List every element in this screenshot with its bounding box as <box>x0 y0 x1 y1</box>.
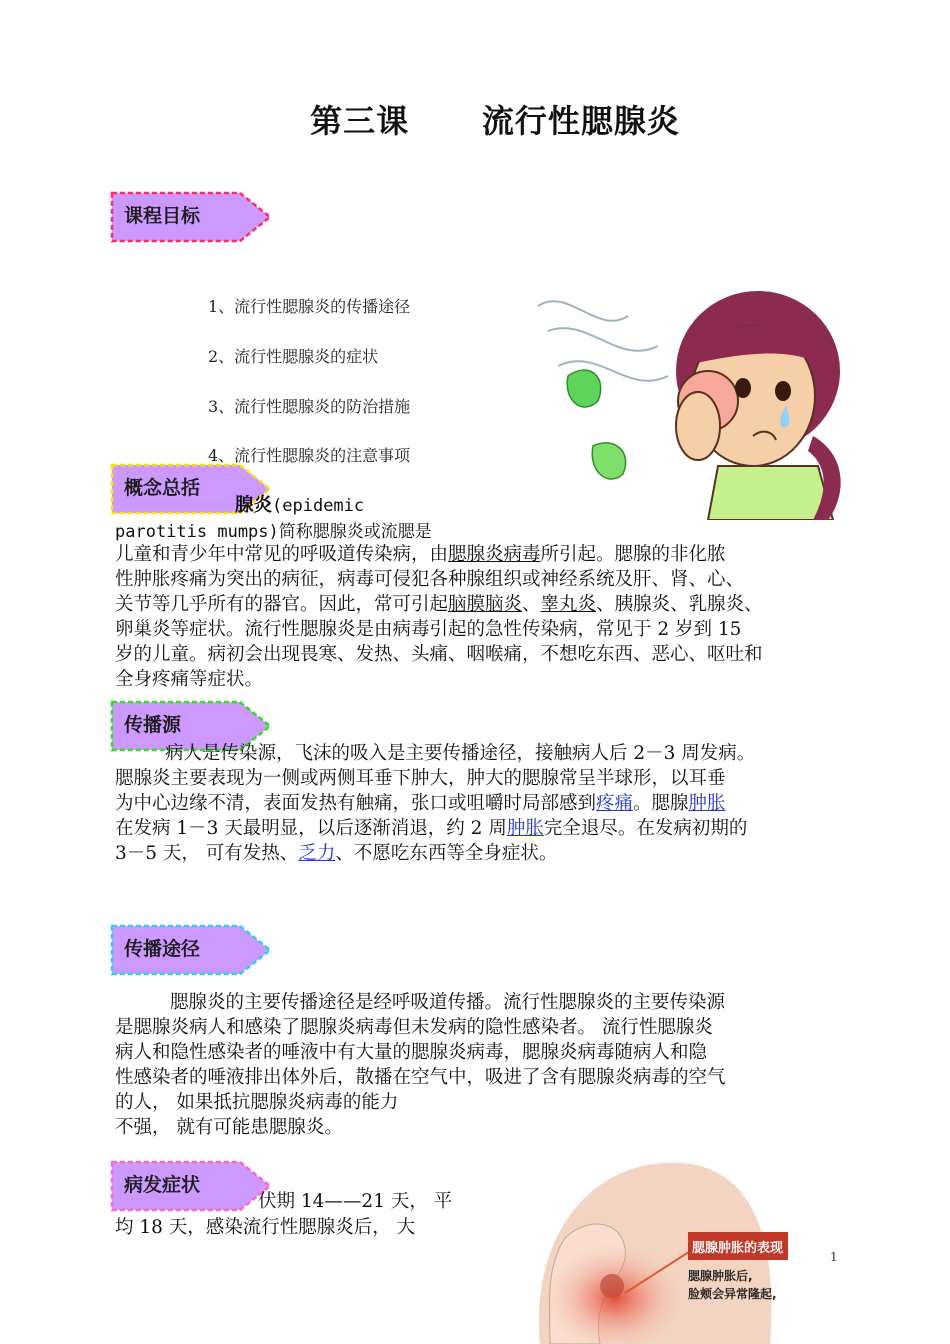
concept-line: 岁的儿童。病初会出现畏寒、发热、头痛、咽喉痛，不想吃东西、恶心、呕吐和 <box>115 644 763 665</box>
symptoms-line: 伏期 14——21 天， 平 <box>258 1191 453 1212</box>
goal-item: 3、流行性腮腺炎的防治措施 <box>208 397 411 416</box>
source-line: 3－5 天， 可有发热、乏力、不愿吃东西等全身症状。 <box>115 843 558 864</box>
route-paragraph <box>115 990 855 1140</box>
goal-item: 1、流行性腮腺炎的传播途径 <box>208 297 411 316</box>
concept-line: parotitis mumps)简称腮腺炎或流腮是 <box>115 522 432 542</box>
route-line: 的人， 如果抵抗腮腺炎病毒的能力 <box>115 1092 399 1113</box>
swelling-link[interactable]: 肿胀 <box>688 793 726 814</box>
concept-paragraph <box>115 542 855 692</box>
concept-line: 全身疼痛等症状。 <box>115 669 264 690</box>
concept-line: 儿童和青少年中常见的呼吸道传染病，由腮腺炎病毒所引起。腮腺的非化脓 <box>115 544 726 565</box>
tag-label: 课程目标 <box>124 205 201 227</box>
concept-line: 卵巢炎等症状。流行性腮腺炎是由病毒引起的急性传染病，常见于 2 岁到 15 <box>115 619 742 640</box>
illustration-label-line: 脸颊会异常隆起, <box>688 1287 777 1301</box>
goal-item: 2、流行性腮腺炎的症状 <box>208 347 379 366</box>
source-line: 为中心边缘不清，表面发热有触痛，张口或咀嚼时局部感到疼痛。腮腺肿胀 <box>115 793 726 814</box>
section-tag-symptoms <box>110 1160 272 1212</box>
page-number: 1 <box>830 1250 838 1264</box>
fatigue-link[interactable]: 乏力 <box>298 843 336 864</box>
section-tag-route <box>110 924 272 976</box>
tag-label: 概念总括 <box>124 477 201 499</box>
tag-label: 病发症状 <box>124 1174 201 1196</box>
goal-item: 4、流行性腮腺炎的注意事项 <box>208 446 411 465</box>
route-line: 是腮腺炎病人和感染了腮腺炎病毒但未发病的隐性感染者。 流行性腮腺炎 <box>115 1017 713 1038</box>
concept-text: (epidemic <box>272 496 365 516</box>
pain-link[interactable]: 疼痛 <box>596 793 634 814</box>
leaf-icon <box>592 443 625 479</box>
concept-line: 性肿胀疼痛为突出的病征，病毒可侵犯各种腺组织或神经系统及肝、肾、心、 <box>115 569 745 590</box>
concept-term: 腺炎 <box>235 495 273 516</box>
swollen-cheek-illustration <box>530 1158 800 1344</box>
route-line: 腮腺炎的主要传播途径是经呼吸道传播。流行性腮腺炎的主要传染源 <box>170 992 726 1013</box>
route-line: 不强， 就有可能患腮腺炎。 <box>115 1117 343 1138</box>
meningoencephalitis-link[interactable]: 脑膜脑炎 <box>448 594 523 615</box>
illustration-label-title: 腮腺肿胀的表现 <box>692 1241 784 1256</box>
section-tag-goals <box>110 191 272 243</box>
source-line: 在发病 1－3 天最明显，以后逐渐消退，约 2 周肿胀完全退尽。在发病初期的 <box>115 818 748 839</box>
tag-label: 传播途径 <box>124 938 201 960</box>
symptoms-line: 均 18 天，感染流行性腮腺炎后， 大 <box>115 1217 416 1238</box>
orchitis-link[interactable]: 睾丸炎 <box>540 594 597 615</box>
page-title: 第三课 流行性腮腺炎 <box>310 102 680 140</box>
route-line: 性感染者的唾液排出体外后，散播在空气中，吸进了含有腮腺炎病毒的空气 <box>115 1067 726 1088</box>
source-line: 腮腺炎主要表现为一侧或两侧耳垂下肿大，肿大的腮腺常呈半球形，以耳垂 <box>115 768 726 789</box>
concept-line: 关节等几乎所有的器官。因此，常可引起脑膜脑炎、睾丸炎、胰腺炎、乳腺炎、 <box>115 594 763 615</box>
tag-label: 传播源 <box>124 714 182 736</box>
swelling-link[interactable]: 肿胀 <box>506 818 544 839</box>
source-paragraph <box>115 741 855 866</box>
source-line: 病人是传染源，飞沫的吸入是主要传播途径，接触病人后 2－3 周发病。 <box>165 743 756 764</box>
mumps-virus-link[interactable]: 腮腺炎病毒 <box>448 544 541 565</box>
leaf-icon <box>567 370 600 407</box>
concept-line <box>235 491 364 517</box>
girl-mumps-illustration <box>528 276 846 520</box>
illustration-label-line: 腮腺肿胀后, <box>688 1269 753 1283</box>
route-line: 病人和隐性感染者的唾液中有大量的腮腺炎病毒，腮腺炎病毒随病人和隐 <box>115 1042 708 1063</box>
